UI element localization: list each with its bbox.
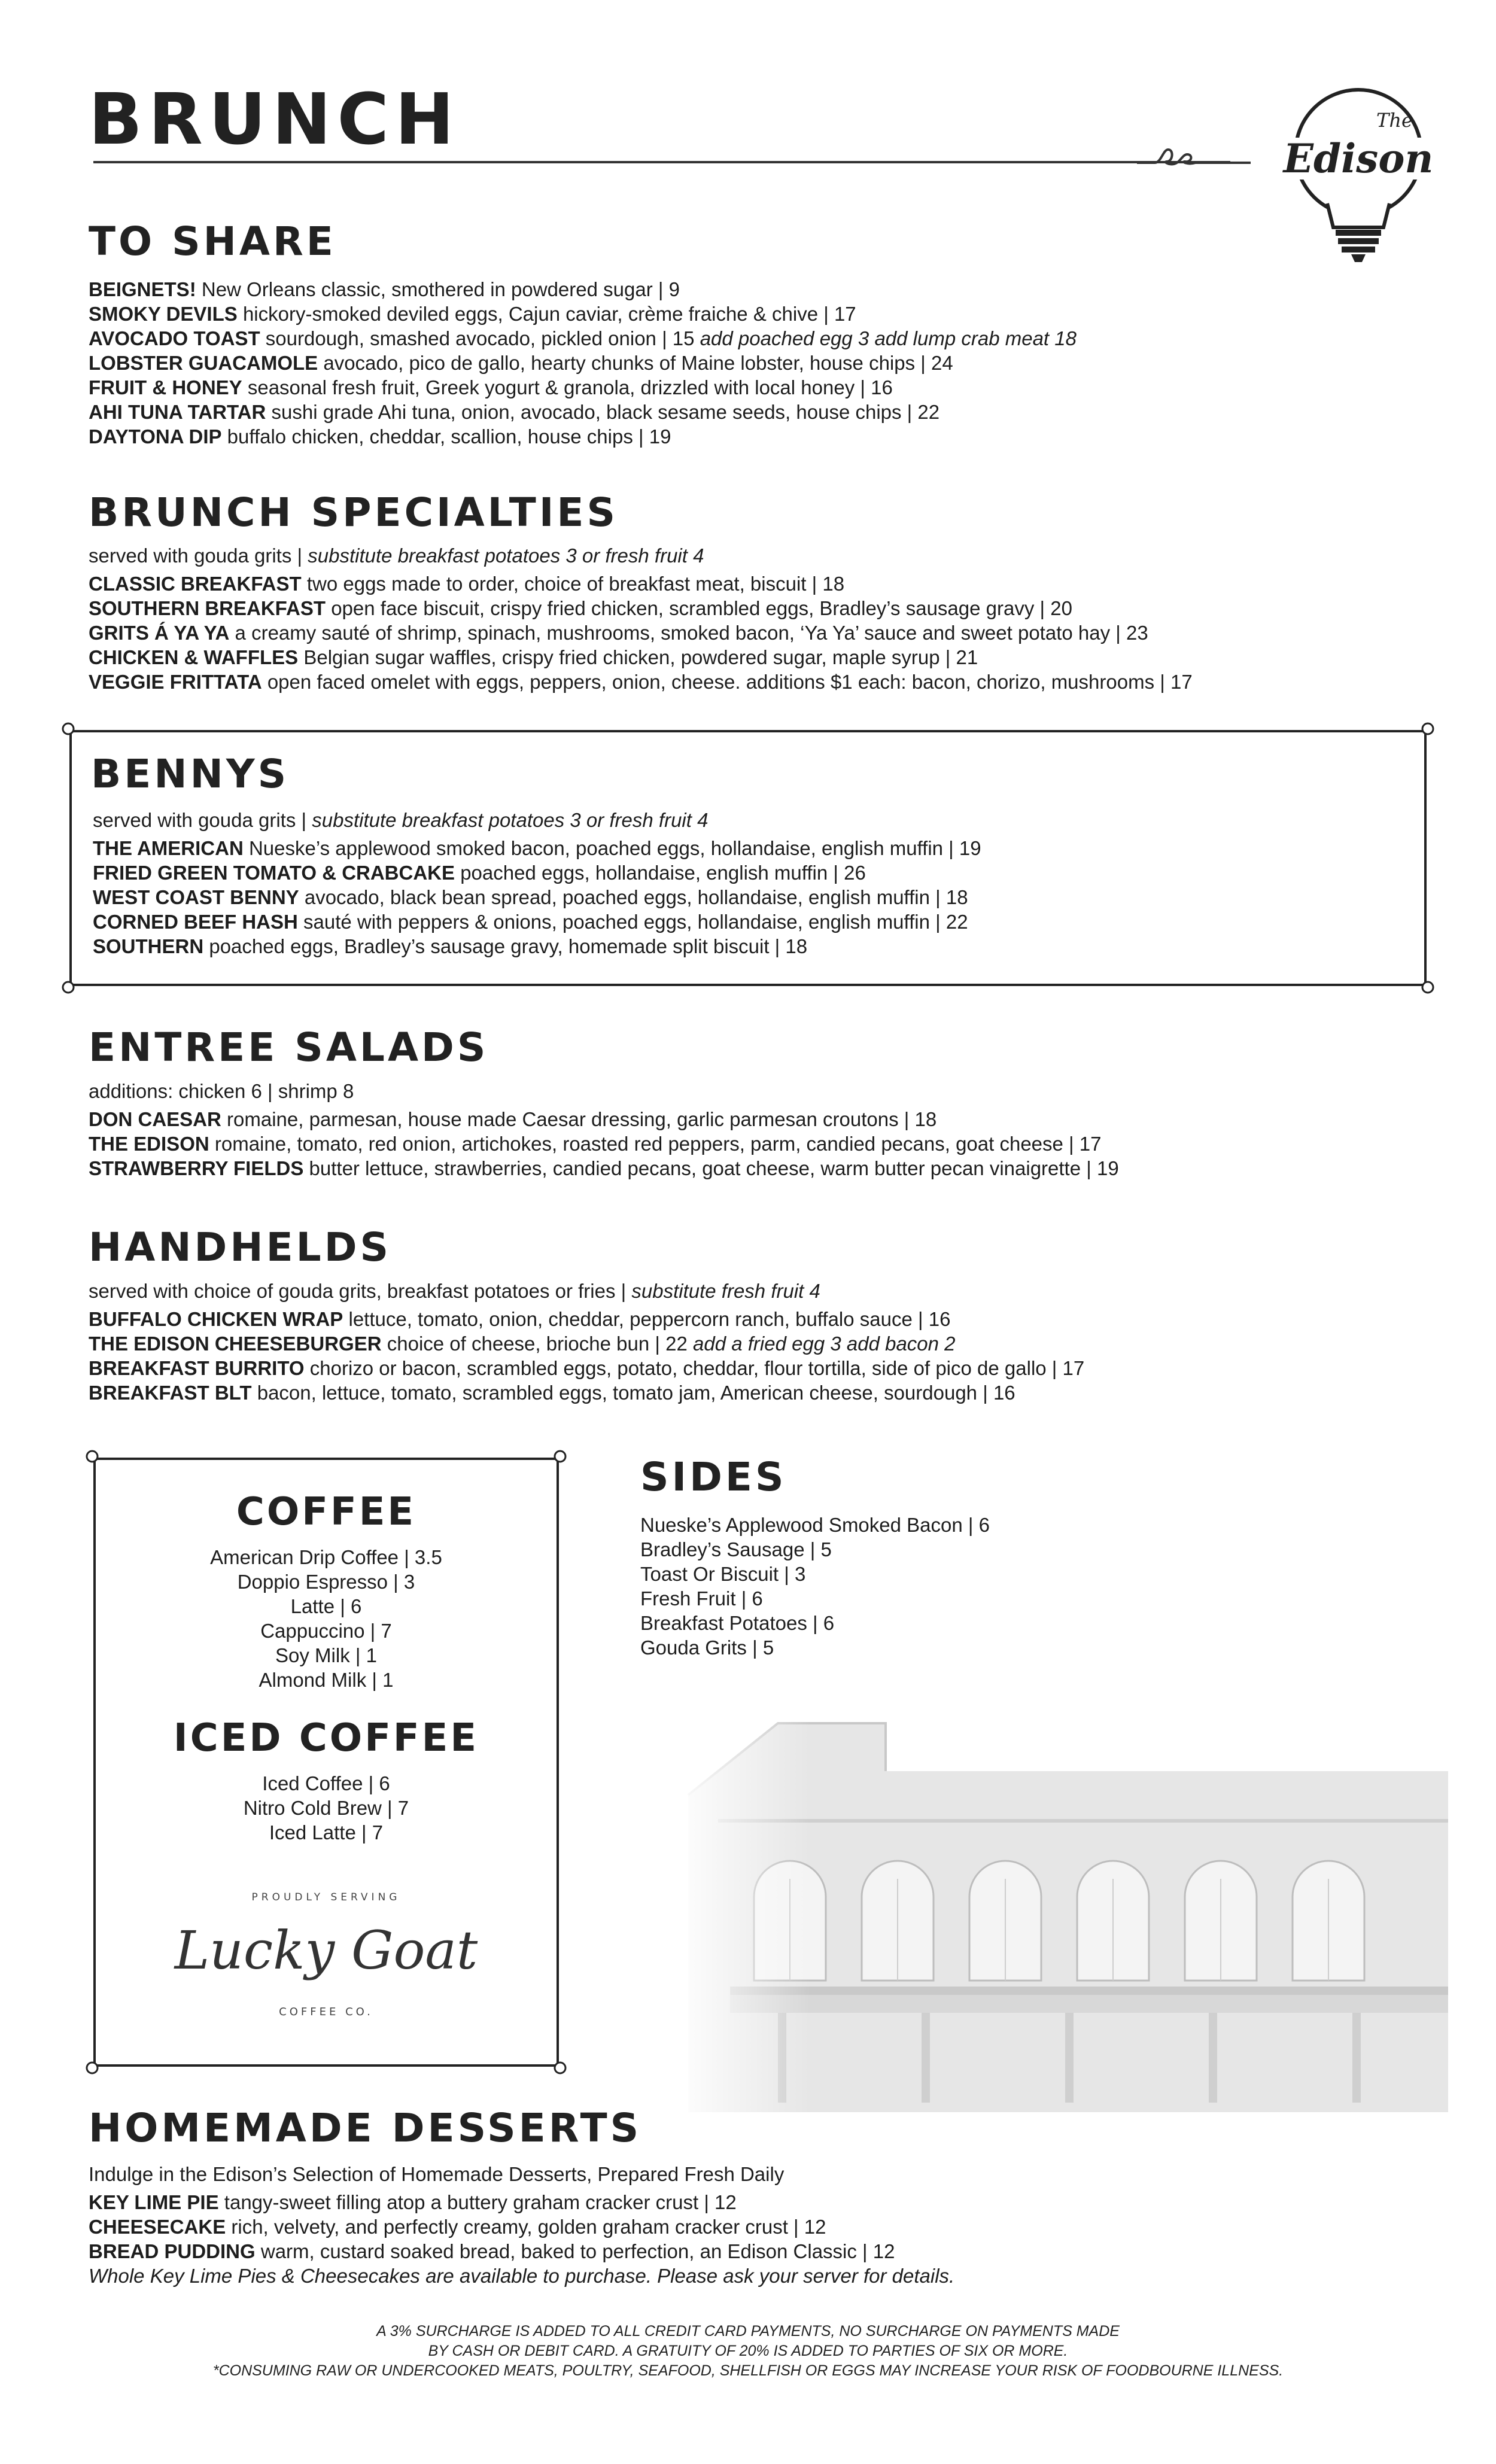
item-name: VEGGIE FRITTATA — [89, 671, 262, 693]
item-desc: romaine, parmesan, house made Caesar dressing, garlic parmesan croutons | 18 — [221, 1108, 937, 1130]
item-desc: sourdough, smashed avocado, pickled onion | 15 — [260, 327, 700, 349]
sides-heading: SIDES — [640, 1454, 787, 1500]
item-name: STRAWBERRY FIELDS — [89, 1157, 304, 1179]
menu-item — [93, 860, 981, 885]
menu-item — [89, 1107, 1119, 1131]
item-desc: buffalo chicken, cheddar, scallion, house chips | 19 — [221, 425, 671, 448]
item-name: SMOKY DEVILS — [89, 303, 238, 325]
menu-item — [89, 596, 1193, 620]
item-name: BEIGNETS! — [89, 278, 196, 300]
desserts-heading: HOMEMADE DESSERTS — [89, 2105, 642, 2151]
item-desc: poached eggs, Bradley’s sausage gravy, homemade split biscuit | 18 — [203, 935, 808, 957]
footer-line: A 3% SURCHARGE IS ADDED TO ALL CREDIT CARD PAYMENTS, NO SURCHARGE ON PAYMENTS MADE — [376, 2323, 1120, 2340]
menu-item — [93, 836, 981, 860]
menu-item — [93, 909, 981, 934]
menu-item — [93, 885, 981, 909]
list-item: Latte | 6 — [290, 1595, 362, 1617]
item-desc: chorizo or bacon, scrambled eggs, potato, cheddar, flour tortilla, side of pico de gallo | 17 — [304, 1357, 1085, 1379]
page-title: BRUNCH — [89, 78, 460, 160]
menu-item — [89, 1156, 1119, 1181]
logo-text-the: The — [1376, 109, 1413, 132]
item-desc: tangy-sweet filling atop a buttery graham cracker crust | 12 — [218, 2191, 737, 2213]
list-item: Soy Milk | 1 — [275, 1644, 377, 1666]
lucky-goat-logo — [174, 1879, 479, 2034]
item-desc: avocado, black bean spread, poached eggs, hollandaise, english muffin | 18 — [299, 886, 968, 908]
section-note: additions: chicken 6 | shrimp 8 — [89, 1080, 354, 1102]
menu-item — [93, 934, 981, 959]
list-item: Toast Or Biscuit | 3 — [640, 1563, 806, 1585]
menu-item — [89, 400, 1077, 424]
menu-item — [89, 326, 1077, 351]
specialties-list — [89, 543, 1193, 694]
to-share-list — [89, 277, 1077, 449]
item-name: GRITS Á YA YA — [89, 622, 230, 644]
item-desc: hickory-smoked deviled eggs, Cajun caviar, crème fraiche & chive | 17 — [237, 303, 856, 325]
edison-bulb-logo — [1281, 84, 1436, 263]
item-extra: add a fried egg 3 add bacon 2 — [693, 1333, 956, 1355]
coffee-list — [84, 1545, 568, 1692]
item-desc: Belgian sugar waffles, crispy fried chicken, powdered sugar, maple syrup | 21 — [298, 646, 978, 668]
lucky-goat-bottom-text: COFFEE CO. — [279, 2006, 373, 2018]
iced-coffee-list — [84, 1771, 568, 1845]
item-desc: New Orleans classic, smothered in powdered sugar | 9 — [196, 278, 680, 300]
list-item: Bradley’s Sausage | 5 — [640, 1538, 832, 1560]
item-name: THE AMERICAN — [93, 837, 244, 859]
item-name: SOUTHERN — [93, 935, 204, 957]
item-name: THE EDISON — [89, 1133, 209, 1155]
coffee-heading: COFFEE — [236, 1490, 416, 1534]
menu-item — [89, 620, 1193, 645]
item-name: THE EDISON CHEESEBURGER — [89, 1333, 382, 1355]
specialties-heading: BRUNCH SPECIALTIES — [89, 489, 618, 536]
list-item: Doppio Espresso | 3 — [237, 1571, 415, 1593]
item-desc: a creamy sauté of shrimp, spinach, mushrooms, smoked bacon, ‘Ya Ya’ sauce and sweet potato hay | 23 — [229, 622, 1148, 644]
to-share-heading: TO SHARE — [89, 218, 336, 264]
menu-item — [89, 571, 1193, 596]
item-desc: butter lettuce, strawberries, candied pecans, goat cheese, warm butter pecan vinaigrette | 19 — [303, 1157, 1119, 1179]
item-desc: sushi grade Ahi tuna, onion, avocado, black sesame seeds, house chips | 22 — [266, 401, 940, 423]
desserts-list — [89, 2162, 954, 2288]
list-item: Nitro Cold Brew | 7 — [243, 1797, 409, 1819]
section-note: served with gouda grits | substitute breakfast potatoes 3 or fresh fruit 4 — [93, 809, 709, 831]
item-desc: open faced omelet with eggs, peppers, onion, cheese. additions $1 each: bacon, chorizo, mushrooms | 17 — [262, 671, 1193, 693]
item-name: AVOCADO TOAST — [89, 327, 260, 349]
list-item: Gouda Grits | 5 — [640, 1636, 774, 1659]
item-name: CHEESECAKE — [89, 2216, 226, 2238]
item-desc: two eggs made to order, choice of breakfast meat, biscuit | 18 — [301, 573, 845, 595]
item-desc: bacon, lettuce, tomato, scrambled eggs, tomato jam, American cheese, sourdough | 16 — [251, 1382, 1015, 1404]
item-extra: add poached egg 3 add lump crab meat 18 — [700, 327, 1077, 349]
menu-item — [89, 277, 1077, 302]
item-name: CHICKEN & WAFFLES — [89, 646, 299, 668]
item-name: BREAKFAST BLT — [89, 1382, 252, 1404]
handhelds-heading: HANDHELDS — [89, 1224, 392, 1270]
item-name: FRIED GREEN TOMATO & CRABCAKE — [93, 862, 455, 884]
item-desc: lettuce, tomato, onion, cheddar, peppercorn ranch, buffalo sauce | 16 — [343, 1308, 951, 1330]
item-name: AHI TUNA TARTAR — [89, 401, 266, 423]
coffee-section — [84, 1490, 568, 1845]
list-item: Iced Coffee | 6 — [262, 1772, 390, 1794]
item-name: WEST COAST BENNY — [93, 886, 299, 908]
lucky-goat-top-text: PROUDLY SERVING — [251, 1891, 401, 1903]
item-name: SOUTHERN BREAKFAST — [89, 597, 326, 619]
iced-coffee-heading: ICED COFFEE — [173, 1716, 479, 1760]
salads-list — [89, 1079, 1119, 1181]
item-desc: choice of cheese, brioche bun | 22 — [381, 1333, 693, 1355]
title-rule — [93, 160, 1230, 164]
section-note: Indulge in the Edison’s Selection of Homemade Desserts, Prepared Fresh Daily — [89, 2163, 785, 2185]
menu-item — [89, 2239, 954, 2264]
title-rule-flourish — [1137, 144, 1251, 174]
menu-item — [89, 302, 1077, 326]
footer-line: BY CASH OR DEBIT CARD. A GRATUITY OF 20% IS ADDED TO PARTIES OF SIX OR MORE. — [428, 2343, 1068, 2359]
item-desc: romaine, tomato, red onion, artichokes, roasted red peppers, parm, candied pecans, goat cheese | 17 — [209, 1133, 1102, 1155]
menu-item — [89, 1356, 1084, 1380]
item-desc: poached eggs, hollandaise, english muffin | 26 — [455, 862, 866, 884]
item-name: CORNED BEEF HASH — [93, 911, 298, 933]
item-name: BREAD PUDDING — [89, 2240, 256, 2262]
menu-item — [89, 1380, 1084, 1405]
footer-disclaimer — [150, 2322, 1346, 2381]
menu-item — [89, 424, 1077, 449]
list-item: Cappuccino | 7 — [260, 1620, 392, 1642]
item-name: CLASSIC BREAKFAST — [89, 573, 302, 595]
section-note: served with gouda grits | substitute breakfast potatoes 3 or fresh fruit 4 — [89, 544, 704, 567]
item-name: BUFFALO CHICKEN WRAP — [89, 1308, 343, 1330]
menu-item — [89, 670, 1193, 694]
item-name: DAYTONA DIP — [89, 425, 222, 448]
list-item: Breakfast Potatoes | 6 — [640, 1612, 835, 1634]
bennys-heading: BENNYS — [91, 751, 290, 797]
item-name: BREAKFAST BURRITO — [89, 1357, 305, 1379]
section-note: served with choice of gouda grits, breakfast potatoes or fries | substitute fresh fruit 4 — [89, 1280, 820, 1302]
logo-text-edison: Edison — [1283, 135, 1434, 182]
menu-item — [89, 645, 1193, 670]
item-desc: open face biscuit, crispy fried chicken, scrambled eggs, Bradley’s sausage gravy | 20 — [326, 597, 1072, 619]
sides-list — [640, 1513, 990, 1660]
menu-item — [89, 351, 1077, 375]
menu-item — [89, 1307, 1084, 1331]
handhelds-list — [89, 1279, 1084, 1405]
salads-heading: ENTREE SALADS — [89, 1024, 489, 1070]
item-desc: sauté with peppers & onions, poached eggs, hollandaise, english muffin | 22 — [297, 911, 968, 933]
footer-line: *CONSUMING RAW OR UNDERCOOKED MEATS, POULTRY, SEAFOOD, SHELLFISH OR EGGS MAY INCREASE YOUR RISK OF FOODBOURNE ILLNESS. — [212, 2362, 1284, 2379]
menu-item — [89, 2214, 954, 2239]
item-desc: avocado, pico de gallo, hearty chunks of Maine lobster, house chips | 24 — [318, 352, 953, 374]
building-illustration — [670, 1699, 1448, 2112]
item-name: KEY LIME PIE — [89, 2191, 219, 2213]
menu-item — [89, 375, 1077, 400]
item-desc: rich, velvety, and perfectly creamy, golden graham cracker crust | 12 — [226, 2216, 826, 2238]
bennys-list — [93, 808, 981, 959]
item-name: LOBSTER GUACAMOLE — [89, 352, 318, 374]
list-item: Fresh Fruit | 6 — [640, 1587, 763, 1610]
lucky-goat-main-text: Lucky Goat — [174, 1920, 478, 1981]
menu-item — [89, 1331, 1084, 1356]
item-name: FRUIT & HONEY — [89, 376, 242, 399]
item-desc: Nueske’s applewood smoked bacon, poached eggs, hollandaise, english muffin | 19 — [243, 837, 981, 859]
list-item: Iced Latte | 7 — [269, 1821, 384, 1844]
item-desc: seasonal fresh fruit, Greek yogurt & granola, drizzled with local honey | 16 — [242, 376, 893, 399]
menu-item — [89, 2190, 954, 2214]
list-item: Almond Milk | 1 — [259, 1669, 394, 1691]
list-item: American Drip Coffee | 3.5 — [210, 1546, 442, 1568]
desserts-closing-note: Whole Key Lime Pies & Cheesecakes are available to purchase. Please ask your server for details. — [89, 2265, 955, 2287]
menu-item — [89, 1131, 1119, 1156]
list-item: Nueske’s Applewood Smoked Bacon | 6 — [640, 1514, 990, 1536]
item-desc: warm, custard soaked bread, baked to perfection, an Edison Classic | 12 — [255, 2240, 895, 2262]
item-name: DON CAESAR — [89, 1108, 221, 1130]
